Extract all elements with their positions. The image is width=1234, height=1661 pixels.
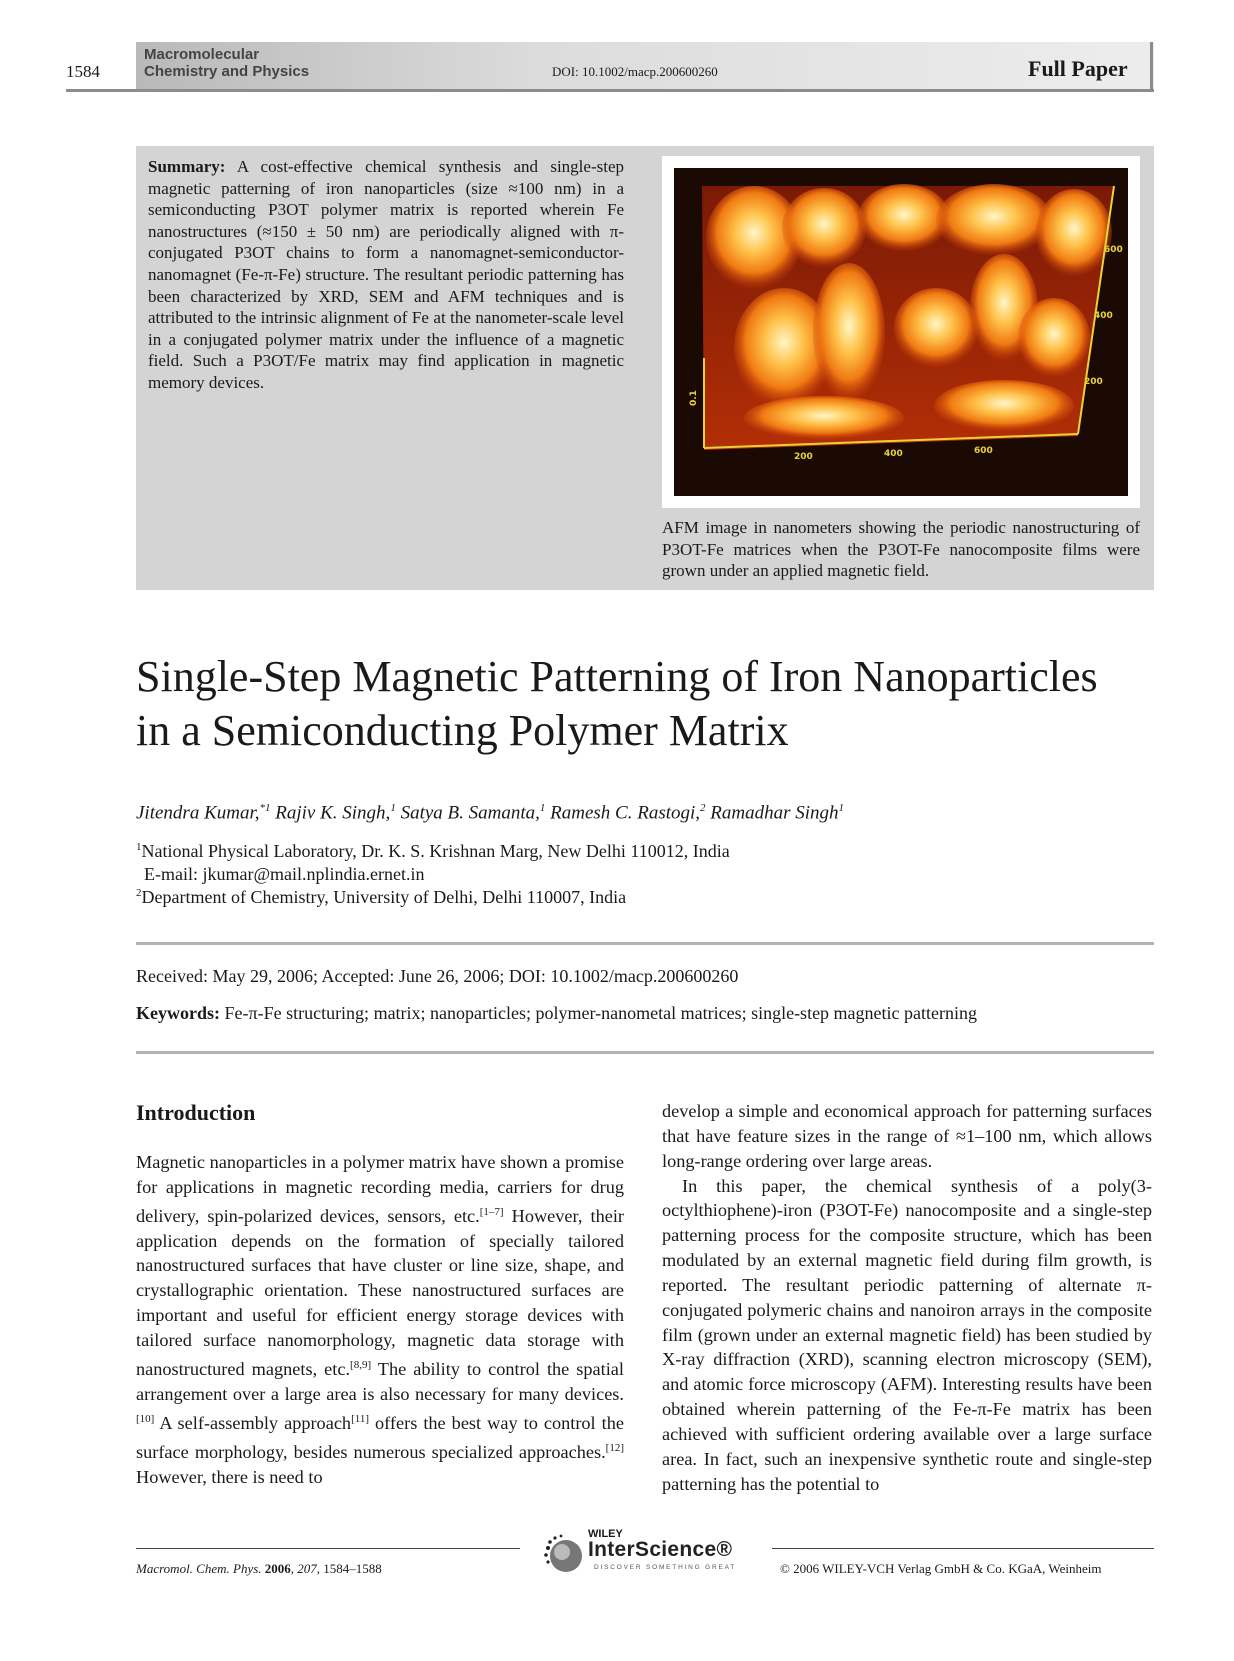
title-line-1: Single-Step Magnetic Patterning of Iron Nanoparticles bbox=[136, 652, 1098, 701]
logo-wiley: WILEY bbox=[588, 1528, 623, 1540]
author-list bbox=[136, 802, 844, 824]
afm-x-tick-label: 400 bbox=[884, 449, 903, 459]
afm-peak bbox=[744, 396, 904, 440]
journal-name-line2: Chemistry and Physics bbox=[144, 63, 310, 80]
afm-peak bbox=[1018, 298, 1090, 378]
body-text: offers the best way to control the surface morphology, besides numerous specialized approaches. bbox=[136, 1412, 624, 1462]
body-text: However, their application depends on the formation of specially tailored nanostructured surfaces that have cluster or line size, shape, and crystallographic orientation. These nanostructured surfaces are important and useful for efficient energy storage devices with tailored surface nanomorphology, magnetic data storage with nanostructured magnets, etc. bbox=[136, 1205, 625, 1379]
received-dates: Received: May 29, 2006; Accepted: June 26, 2006; DOI: 10.1002/macp.200600260 bbox=[136, 966, 739, 986]
cite-year: 2006 bbox=[264, 1561, 291, 1576]
author-mark: *1 bbox=[259, 802, 271, 814]
body-column-right bbox=[662, 1099, 1152, 1497]
summary-text bbox=[148, 156, 624, 394]
cite-pages: , 1584–1588 bbox=[316, 1561, 382, 1576]
affiliation-1 bbox=[136, 841, 730, 862]
section-rule bbox=[136, 1051, 1154, 1054]
keywords-text: Fe-π-Fe structuring; matrix; nanoparticles; polymer-nanometal matrices; single-step magnetic patterning bbox=[220, 1003, 978, 1023]
citation: [1–7] bbox=[479, 1205, 504, 1218]
author-name: Ramesh C. Rastogi, bbox=[550, 802, 701, 824]
body-column-left bbox=[136, 1150, 624, 1489]
page-number: 1584 bbox=[66, 62, 100, 81]
affiliation-text: Department of Chemistry, University of Delhi, Delhi 110007, India bbox=[141, 887, 627, 907]
header-rule-right bbox=[1150, 42, 1153, 90]
body-paragraph: In this paper, the chemical synthesis of a poly(3-octylthiophene)-iron (P3OT-Fe) nanocomposite and a single-step patterning process for the composite structure, which has been modulated by an external magnetic field during film growth, is reported. The resultant periodic patterning of alternate π-conjugated polymeric chains and nanoiron arrays in the composite film (grown under an external magnetic field) has been studied by X-ray diffraction (XRD), scanning electron microscopy (SEM), and atomic force microscopy (AFM). Interesting results have been obtained wherein patterning of the Fe-π-Fe matrix has been achieved with sufficient ordering available over a large surface area. In fact, such an inexpensive synthetic route and single-step patterning has the potential to bbox=[662, 1175, 1152, 1494]
summary-label: Summary: bbox=[148, 157, 226, 176]
author-name: Jitendra Kumar, bbox=[136, 802, 260, 824]
figure-caption: AFM image in nanometers showing the periodic nanostructuring of P3OT-Fe matrices when the P3OT-Fe nanocomposite films were grown under an applied magnetic field. bbox=[662, 518, 1140, 581]
summary-body: A cost-effective chemical synthesis and single-step magnetic patterning of iron nanoparticles (size ≈100 nm) in a semiconducting P3OT polymer matrix is reported wherein Fe nanostructures (≈150 ± 50 nm) are periodically aligned with π-conjugated P3OT chains to form a nanomagnet-semiconductor-nanomagnet (Fe-π-Fe) structure. The resultant periodic patterning has been characterized by XRD, SEM and AFM techniques and is attributed to the intrinsic alignment of Fe at the nanometer-scale level in a conjugated polymer matrix under the influence of a magnetic field. Such a P3OT/Fe matrix may find application in magnetic memory devices. bbox=[148, 157, 624, 392]
journal-name bbox=[144, 46, 309, 80]
author-name: Ramadhar Singh bbox=[710, 802, 839, 824]
footer-citation: Macromol. Chem. Phys. 2006, 207, 1584–1588 bbox=[136, 1561, 382, 1576]
interscience-logo bbox=[544, 1528, 754, 1580]
logo-interscience: InterScience® bbox=[588, 1538, 733, 1561]
affiliation-mark: 2 bbox=[136, 887, 142, 899]
body-text: Magnetic nanoparticles in a polymer matrix have shown a promise for applications in magnetic recording media, carriers for drug delivery, spin-polarized devices, sensors, etc. bbox=[136, 1152, 624, 1226]
body-text: The ability to control the spatial arrangement over a large area is also necessary for many devices. bbox=[136, 1358, 625, 1404]
afm-peak bbox=[813, 263, 885, 403]
afm-image bbox=[674, 168, 1128, 496]
journal-name-line1: Macromolecular bbox=[144, 46, 260, 63]
afm-y-tick-label: 200 bbox=[1084, 377, 1103, 387]
afm-peak bbox=[936, 184, 1052, 256]
afm-x-tick-label: 200 bbox=[794, 452, 813, 462]
citation: [8,9] bbox=[350, 1358, 372, 1371]
author-name: Rajiv K. Singh, bbox=[275, 802, 391, 824]
afm-y-tick-label: 600 bbox=[1104, 245, 1123, 255]
title-line-2: in a Semiconducting Polymer Matrix bbox=[136, 706, 789, 755]
author-email: E-mail: jkumar@mail.nplindia.ernet.in bbox=[144, 864, 425, 884]
cite-journal: Macromol. Chem. Phys. bbox=[136, 1561, 262, 1576]
header-rule bbox=[66, 89, 1154, 92]
paper-title bbox=[136, 650, 1176, 758]
keywords-label: Keywords: bbox=[136, 1003, 220, 1023]
affiliation-text: National Physical Laboratory, Dr. K. S. Krishnan Marg, New Delhi 110012, India bbox=[141, 841, 730, 861]
affiliation-2 bbox=[136, 887, 626, 908]
afm-peak bbox=[894, 288, 978, 368]
afm-peak bbox=[934, 380, 1074, 432]
author-mark: 1 bbox=[838, 802, 845, 814]
globe-icon bbox=[544, 1534, 586, 1576]
afm-peak bbox=[1036, 189, 1112, 277]
cite-volume: 207 bbox=[297, 1561, 317, 1576]
afm-y-tick-label: 400 bbox=[1094, 311, 1113, 321]
body-text: A self-assembly approach bbox=[154, 1412, 352, 1433]
section-heading-introduction: Introduction bbox=[136, 1100, 256, 1125]
header-doi: DOI: 10.1002/macp.200600260 bbox=[552, 64, 718, 79]
afm-z-tick-label: 0.1 bbox=[689, 390, 699, 406]
footer-rule bbox=[136, 1548, 520, 1549]
section-rule bbox=[136, 942, 1154, 945]
footer-copyright: © 2006 WILEY-VCH Verlag GmbH & Co. KGaA, Weinheim bbox=[780, 1561, 1102, 1576]
body-text: However, there is need to bbox=[136, 1466, 323, 1487]
article-type: Full Paper bbox=[1028, 56, 1128, 81]
author-mark: 1 bbox=[390, 802, 396, 814]
affiliation-mark: 1 bbox=[136, 841, 142, 853]
author-mark: 1 bbox=[539, 802, 546, 814]
citation: [11] bbox=[351, 1412, 369, 1425]
author-mark: 2 bbox=[700, 802, 706, 814]
afm-x-tick-label: 600 bbox=[974, 446, 993, 456]
footer-rule bbox=[772, 1548, 1154, 1549]
author-name: Satya B. Samanta, bbox=[400, 802, 540, 824]
logo-tagline: DISCOVER SOMETHING GREAT bbox=[594, 1564, 737, 1571]
keywords bbox=[136, 1003, 977, 1024]
citation: [12] bbox=[605, 1441, 624, 1454]
afm-peak bbox=[782, 188, 866, 268]
citation: [10] bbox=[136, 1412, 155, 1425]
body-paragraph: develop a simple and economical approach for patterning surfaces that have feature sizes in the range of ≈1–100 nm, which allows long-range ordering over large areas. bbox=[662, 1101, 1152, 1171]
